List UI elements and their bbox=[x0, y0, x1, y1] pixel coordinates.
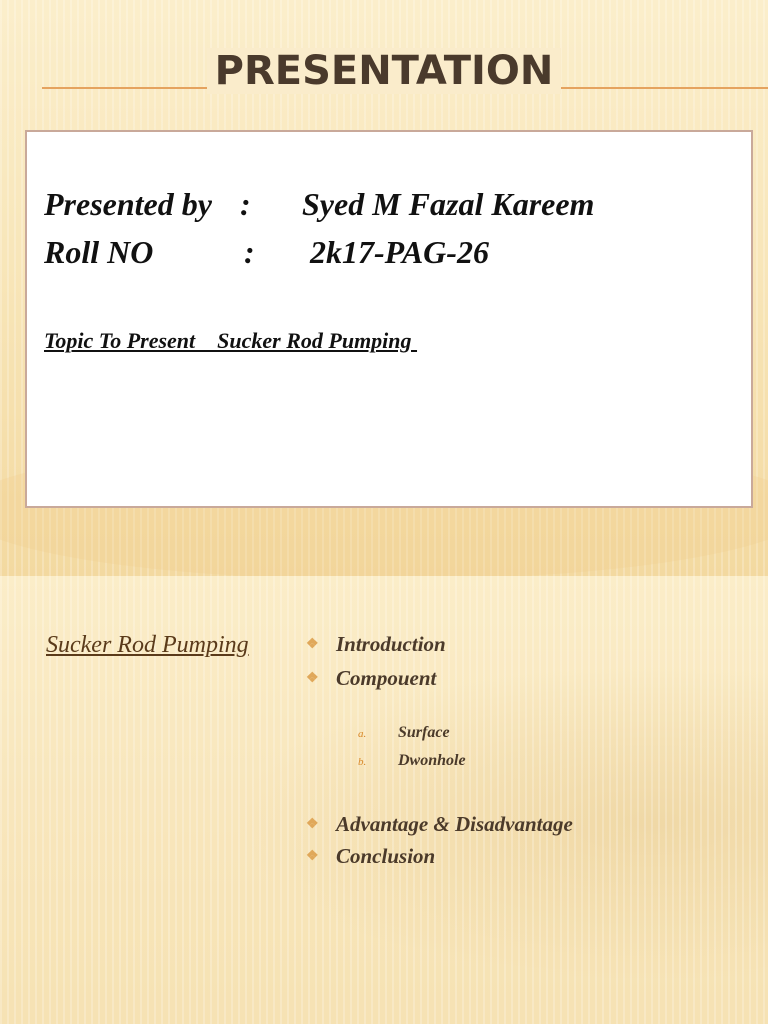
sub-list-letter: a. bbox=[358, 728, 367, 740]
list-item: ❖ Conclusion bbox=[306, 844, 436, 868]
roll-value: 2k17-PAG-26 bbox=[310, 234, 489, 270]
sub-list-item: a. Surface bbox=[358, 724, 450, 741]
diamond-bullet-icon: ❖ bbox=[306, 671, 319, 686]
roll-label: Roll NO bbox=[44, 234, 154, 270]
presented-by-colon: : bbox=[240, 186, 251, 222]
diamond-bullet-icon: ❖ bbox=[306, 817, 319, 832]
info-box bbox=[25, 130, 753, 508]
presented-by-label: Presented by bbox=[44, 186, 212, 222]
topic-line: Topic To Present Sucker Rod Pumping bbox=[44, 328, 418, 353]
roll-colon: : bbox=[244, 234, 255, 270]
slide-outline bbox=[0, 576, 768, 1024]
sub-list-letter: b. bbox=[358, 756, 367, 768]
diamond-bullet-icon: ❖ bbox=[306, 637, 319, 652]
presented-by-line bbox=[44, 186, 594, 223]
roll-number-line bbox=[44, 234, 489, 271]
outline-heading: Sucker Rod Pumping bbox=[46, 632, 249, 658]
presenter-name: Syed M Fazal Kareem bbox=[302, 186, 595, 222]
page-title: PRESENTATION bbox=[0, 48, 768, 94]
list-item: ❖ Compouent bbox=[306, 666, 437, 690]
diamond-bullet-icon: ❖ bbox=[306, 849, 319, 864]
list-item: ❖ Advantage & Disadvantage bbox=[306, 812, 573, 836]
list-item: ❖ Introduction bbox=[306, 632, 446, 656]
sub-list-item: b. Dwonhole bbox=[358, 752, 466, 769]
